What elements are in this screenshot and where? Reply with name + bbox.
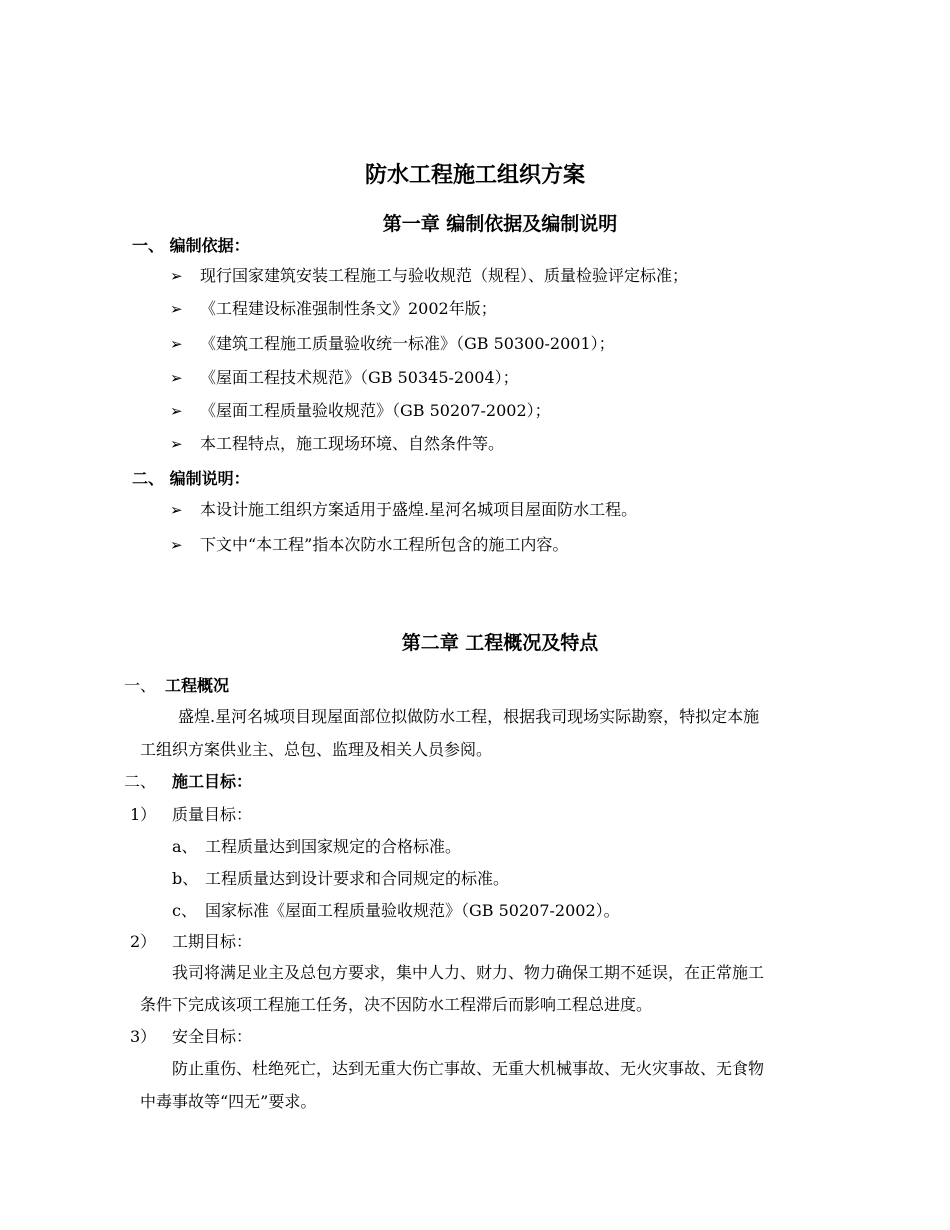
schedule-goal-label: 工期目标：	[172, 932, 253, 951]
quality-item-text: 工程质量达到国家规定的合格标准。	[205, 837, 462, 856]
section-basis-heading: 一、 编制依据：	[132, 236, 250, 255]
basis-item: 《建筑工程施工质量验收统一标准》（GB 50300-2001）；	[200, 334, 615, 353]
basis-item: 《工程建设标准强制性条文》2002年版；	[200, 299, 497, 318]
section-notes-heading: 二、 编制说明：	[132, 469, 250, 488]
safety-paragraph-line1: 防止重伤、杜绝死亡，达到无重大伤亡事故、无重大机械事故、无火灾事故、无食物	[172, 1059, 765, 1078]
document-title: 防水工程施工组织方案	[364, 163, 585, 188]
quality-item-mark: c、	[172, 901, 197, 920]
basis-item: 现行国家建筑安装工程施工与验收规范（规程）、质量检验评定标准；	[200, 266, 689, 285]
overview-paragraph-line2: 工组织方案供业主、总包、监理及相关人员参阅。	[140, 740, 493, 759]
bullet-arrow-icon: ➢	[170, 300, 183, 318]
basis-item: 本工程特点，施工现场环境、自然条件等。	[200, 434, 505, 453]
bullet-arrow-icon: ➢	[170, 501, 183, 519]
chapter-1-title: 第一章 编制依据及编制说明	[382, 213, 618, 235]
bullet-arrow-icon: ➢	[170, 335, 183, 353]
notes-item: 本设计施工组织方案适用于盛煌.星河名城项目屋面防水工程。	[200, 500, 638, 519]
basis-item: 《屋面工程技术规范》（GB 50345-2004）；	[200, 368, 519, 387]
quality-item-mark: b、	[172, 869, 199, 888]
notes-item: 下文中“本工程”指本次防水工程所包含的施工内容。	[200, 535, 569, 554]
chapter-2-title: 第二章 工程概况及特点	[401, 632, 599, 654]
overview-heading: 工程概况	[165, 676, 230, 695]
goals-heading-number: 二、	[124, 772, 157, 791]
quality-goal-label: 质量目标：	[172, 805, 253, 824]
safety-goal-number: 3）	[130, 1027, 157, 1046]
bullet-arrow-icon: ➢	[170, 536, 183, 554]
safety-goal-label: 安全目标：	[172, 1027, 253, 1046]
overview-heading-number: 一、	[124, 676, 157, 695]
schedule-paragraph-line1: 我司将满足业主及总包方要求，集中人力、财力、物力确保工期不延误，在正常施工	[172, 963, 765, 982]
goals-heading: 施工目标：	[172, 772, 253, 791]
bullet-arrow-icon: ➢	[170, 435, 183, 453]
schedule-goal-number: 2）	[130, 932, 157, 951]
quality-item-text: 国家标准《屋面工程质量验收规范》（GB 50207-2002）。	[205, 901, 620, 920]
overview-paragraph-line1: 盛煌.星河名城项目现屋面部位拟做防水工程，根据我司现场实际勘察，特拟定本施	[178, 707, 760, 726]
bullet-arrow-icon: ➢	[170, 267, 183, 285]
quality-item-mark: a、	[172, 837, 198, 856]
quality-item-text: 工程质量达到设计要求和合同规定的标准。	[205, 869, 510, 888]
quality-goal-number: 1）	[130, 805, 157, 824]
bullet-arrow-icon: ➢	[170, 402, 183, 420]
basis-item: 《屋面工程质量验收规范》（GB 50207-2002）；	[200, 401, 551, 420]
bullet-arrow-icon: ➢	[170, 369, 183, 387]
schedule-paragraph-line2: 条件下完成该项工程施工任务，决不因防水工程滞后而影响工程总进度。	[140, 995, 653, 1014]
safety-paragraph-line2: 中毒事故等“四无”要求。	[140, 1092, 317, 1111]
